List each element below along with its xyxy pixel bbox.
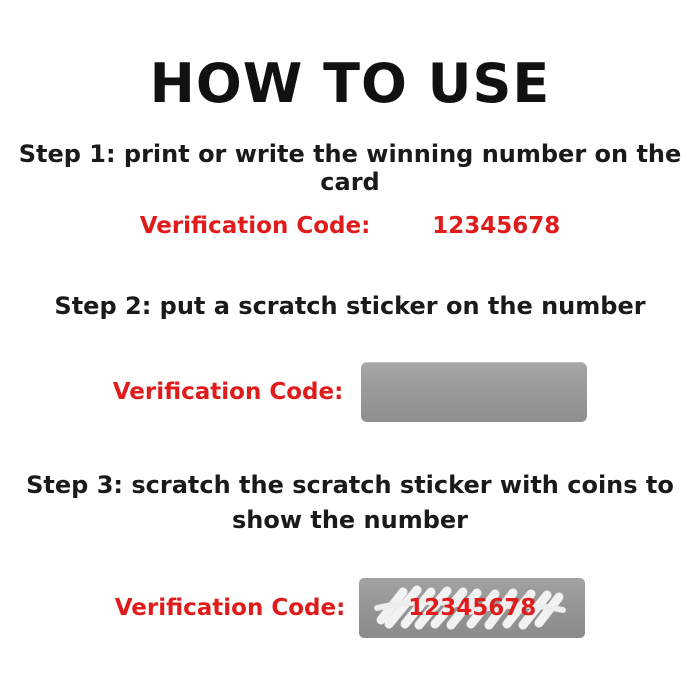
verification-code-value: 12345678 [432, 213, 561, 239]
step-1-code-row [0, 213, 700, 239]
verification-code-value: 12345678 [408, 595, 537, 621]
scratch-sticker-scratched[interactable] [359, 578, 585, 638]
step-2-instruction: Step 2: put a scratch sticker on the number [54, 292, 646, 320]
step-3-instruction: Step 3: scratch the scratch sticker with coins to show the number [26, 471, 674, 534]
step-1-instruction: Step 1: print or write the winning number on the card [18, 140, 682, 196]
step-3-code-row [0, 578, 700, 638]
verification-code-label: Verification Code: [139, 213, 371, 239]
verification-code-label: Verification Code: [114, 595, 346, 621]
step-2-code-row [0, 362, 700, 422]
page-title: HOW TO USE [149, 52, 551, 115]
verification-code-label: Verification Code: [112, 379, 344, 405]
scratch-sticker-unscratched[interactable] [361, 362, 587, 422]
